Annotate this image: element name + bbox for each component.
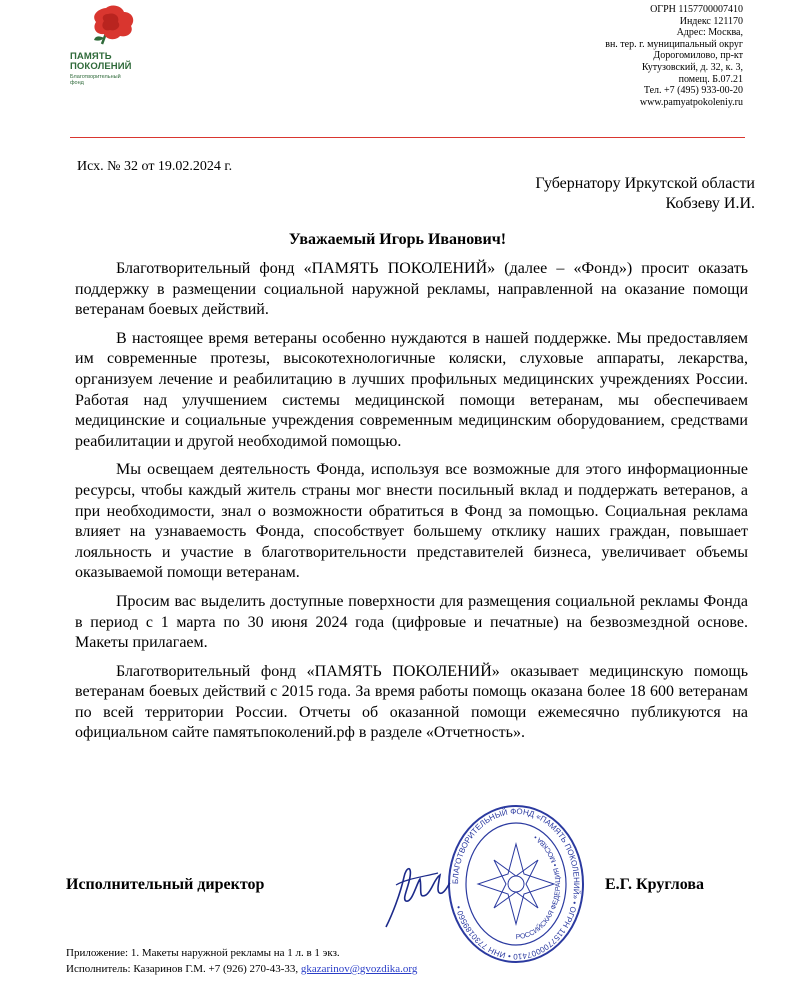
outgoing-number: Исх. № 32 от 19.02.2024 г.: [77, 159, 233, 174]
requisite-index: Индекс 121170: [679, 15, 743, 27]
paragraph: Мы освещаем деятельность Фонда, используя все возможные для этого информационные ресурсы, чтобы каждый житель страны мог внести посильный вклад и поддержать ветеранов, а при необходимости, знал о возможности обратиться в Фонд за помощью. Социальная реклама влияет на узнаваемость Фонда, способствует большему отклику наших граждан, повышает лояльность и участие в благотворительности представителей бизнеса, увеличивает объемы оказываемой помощи ветеранам.: [75, 461, 748, 582]
addressee-name: Кобзеву И.И.: [665, 195, 755, 212]
executor-info: [66, 961, 417, 977]
svg-text:РОССИЙСКАЯ ФЕДЕРАЦИЯ • МОСКВА: [516, 833, 562, 941]
paragraph: Благотворительный фонд «ПАМЯТЬ ПОКОЛЕНИЙ» (далее – «Фонд») просит оказать поддержку в размещении социальной наружной рекламы, направленной на оказание помощи ветеранам боевых действий.: [75, 260, 748, 319]
paragraph: Просим вас выделить доступные поверхности для размещения социальной рекламы Фонда в период с 1 марта по 30 июня 2024 года (цифровые и печатные) на безвозмездной основе. Макеты прилагаем.: [75, 592, 748, 652]
requisite-phone: Тел. +7 (495) 933-00-20: [643, 85, 743, 97]
addressee-position: Губернатору Иркутской области: [535, 175, 755, 192]
requisite-address-1: Адрес: Москва,: [676, 27, 743, 39]
salutation: Уважаемый Игорь Иванович!: [288, 231, 507, 248]
attachment-note: Приложение: 1. Макеты наружной рекламы на 1 л. в 1 экз.: [66, 947, 340, 959]
paragraph: В настоящее время ветераны особенно нуждаются в нашей поддержке. Мы предоставляем им современные протезы, высокотехнологичные коляски, слуховые аппараты, лекарства, организуем лечение и реабилитацию в лучших профильных медицинских учреждениях России. Работая над улучшением системы медицинской помощи ветеранам, мы обеспечиваем медицинские и социальные учреждения современным медицинским оборудованием, средствами реабилитации и другой необходимой помощью.: [75, 329, 748, 450]
header-divider: [70, 137, 745, 138]
handwritten-signature: [382, 855, 454, 933]
paragraph: Благотворительный фонд «ПАМЯТЬ ПОКОЛЕНИЙ» оказывает медицинскую помощь ветеранам боевых действий с 2015 года. За время работы помощь оказана более 18 600 ветеранам по всей территории России. Отчеты об оказанной помощи ежемесячно публикуются на официальном сайте памятьпоколений.рф в разделе «Отчетность».: [75, 662, 748, 742]
carnation-icon: [82, 4, 138, 50]
requisite-address-5: помещ. Б.07.21: [678, 73, 743, 85]
requisite-ogrn: ОГРН 1157700007410: [650, 4, 743, 15]
stamp-emblem-icon: [478, 844, 554, 924]
official-stamp: [446, 804, 586, 964]
letter-footer: [66, 945, 417, 977]
logo-title: ПАМЯТЬ ПОКОЛЕНИЙ: [70, 51, 132, 72]
stamp-outer-text: БЛАГОТВОРИТЕЛЬНЫЙ ФОНД «ПАМЯТЬ ПОКОЛЕНИЙ» • ОГРН 1157700007410 • ИНН 7730189560 •: [450, 806, 582, 962]
requisite-website: www.pamyatpokoleniy.ru: [639, 96, 743, 108]
requisite-address-3: Дорогомилово, пр-кт: [653, 50, 743, 62]
logo-subtitle: Благотворительный фонд: [70, 74, 121, 86]
foundation-logo: [70, 4, 150, 84]
requisite-address-4: Кутузовский, д. 32, к. 3,: [641, 61, 743, 73]
requisite-address-2: вн. тер. г. муниципальный округ: [605, 38, 743, 50]
signatory-name: Е.Г. Круглова: [605, 876, 705, 893]
letter-body: [75, 259, 748, 752]
stamp-inner-text: РОССИЙСКАЯ ФЕДЕРАЦИЯ • МОСКВА •: [515, 833, 563, 942]
signatory-position: Исполнительный директор: [66, 876, 265, 893]
executor-email-link[interactable]: gkazarinov@gvozdika.org: [300, 963, 418, 975]
organization-requisites: [483, 4, 743, 108]
executor-contact: Исполнитель: Казаринов Г.М. +7 (926) 270-43-33,: [66, 963, 301, 975]
addressee: [535, 174, 755, 214]
